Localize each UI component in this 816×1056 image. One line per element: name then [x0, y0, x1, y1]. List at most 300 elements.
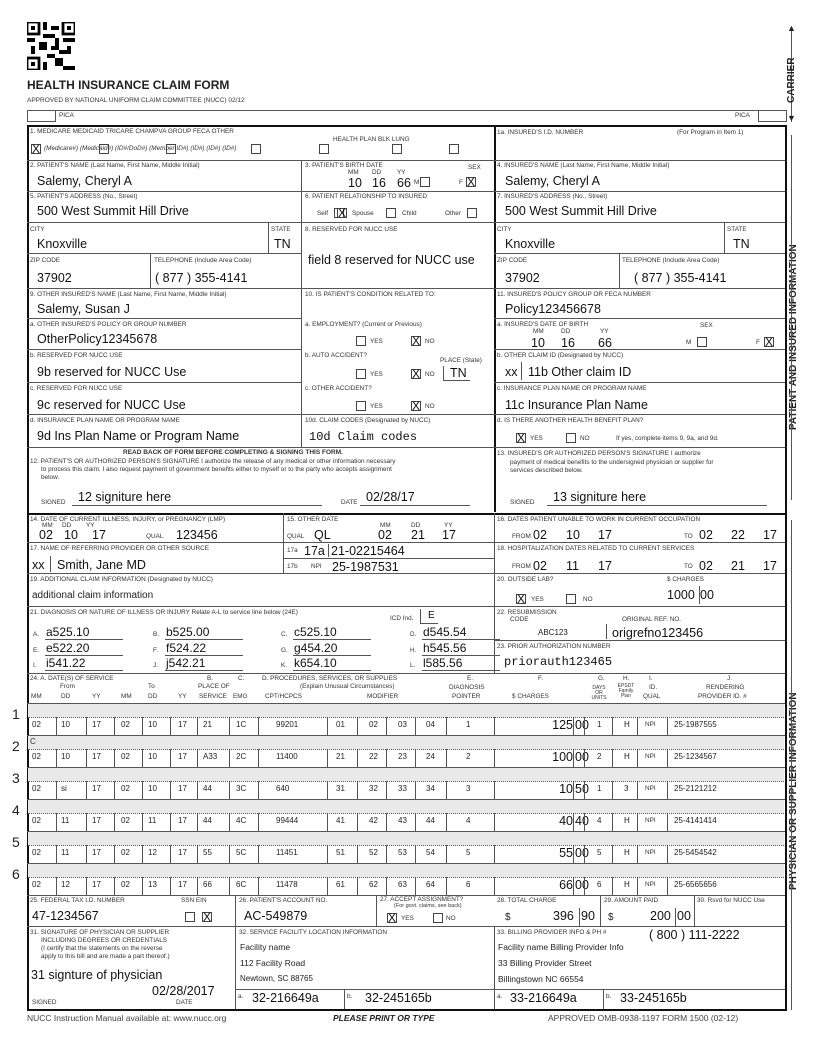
patient-sex-f-checkbox[interactable]: X	[467, 175, 476, 189]
box10d-value[interactable]: 10d Claim codes	[309, 430, 418, 444]
service-emg[interactable]: 1C	[236, 720, 247, 729]
diagnosis-underline	[45, 670, 123, 671]
service-charge-dollars[interactable]: 40	[559, 814, 573, 828]
service-h[interactable]: 3	[624, 784, 629, 793]
service-fmm[interactable]: 02	[32, 720, 41, 729]
arrow-down-icon: ▼	[787, 113, 796, 123]
box13-label2: payment of medical benefits to the undersigned physician or supplier for	[510, 459, 714, 466]
patient-phone-value[interactable]: ( 877 ) 355-4141	[155, 271, 248, 285]
rel-child-checkbox[interactable]	[386, 208, 396, 218]
service-fdd[interactable]: 12	[61, 880, 70, 889]
box33b-label: b.	[606, 993, 612, 1000]
service-col-divider	[56, 749, 57, 767]
service-pos[interactable]: 21	[203, 720, 212, 729]
diagnosis-letter: I.	[33, 662, 37, 669]
service-cents-divider	[573, 781, 574, 799]
insured-dob-dd[interactable]: 16	[561, 336, 575, 350]
service-prov[interactable]: 25-4141414	[674, 816, 717, 825]
box18-from-dd[interactable]: 11	[566, 559, 579, 573]
service-m1[interactable]: 01	[336, 720, 345, 729]
service-pos[interactable]: 55	[203, 848, 212, 857]
box15-qual-value[interactable]: QL	[314, 528, 331, 542]
service-tyy[interactable]: 17	[178, 784, 187, 793]
box17-qual[interactable]: xx	[32, 558, 45, 572]
service-h[interactable]: H	[624, 752, 630, 761]
outside-lab-dollars[interactable]: 1000	[667, 588, 695, 602]
tricare-checkbox[interactable]	[166, 144, 176, 154]
box15-dd[interactable]: 21	[411, 528, 425, 542]
box17a-value[interactable]: 21-02215464	[331, 544, 405, 558]
facility-street[interactable]: 112 Facility Road	[240, 958, 306, 968]
patient-signature-date[interactable]: 02/28/17	[366, 490, 415, 504]
box33a-value[interactable]: 33-216649a	[510, 991, 577, 1005]
service-units[interactable]: 2	[597, 752, 602, 761]
billing-name[interactable]: Facility name Billing Provider Info	[498, 942, 624, 952]
service-pos[interactable]: 66	[203, 880, 212, 889]
box16-from-mm[interactable]: 02	[533, 528, 547, 542]
insured-phone-value[interactable]: ( 877 ) 355-4141	[634, 271, 727, 285]
rel-other-checkbox[interactable]	[467, 208, 477, 218]
service-charge-dollars[interactable]: 125	[552, 718, 573, 732]
service-tmm[interactable]: 02	[121, 816, 130, 825]
service-col-divider	[86, 717, 87, 735]
service-fmm[interactable]: 02	[32, 784, 41, 793]
service-charge-cents[interactable]: 40	[575, 814, 589, 828]
box11c-value[interactable]: 11c Insurance Plan Name	[505, 398, 648, 412]
feca-checkbox[interactable]	[392, 144, 402, 154]
service-col-divider	[357, 845, 358, 863]
service-col-divider	[357, 717, 358, 735]
service-ptr[interactable]: 3	[466, 784, 471, 793]
service-fmm[interactable]: 02	[32, 880, 41, 889]
service-tdd[interactable]: 10	[148, 752, 157, 761]
box3-yy-hdr: YY	[397, 169, 406, 176]
service-ptr[interactable]: 4	[466, 816, 471, 825]
rel-spouse-mark[interactable]: X	[338, 206, 347, 220]
box14-yy[interactable]: 17	[92, 528, 106, 542]
other-acc-no-checkbox[interactable]: X	[412, 399, 421, 413]
service-m1[interactable]: 41	[336, 816, 345, 825]
service-fyy[interactable]: 17	[92, 848, 101, 857]
auto-state-value[interactable]: TN	[450, 366, 467, 380]
ssn-checkbox[interactable]	[185, 912, 195, 922]
insured-address-value[interactable]: 500 West Summit Hill Drive	[505, 204, 657, 218]
diagnosis-code[interactable]: e522.20	[46, 641, 90, 655]
box33b-value[interactable]: 33-245165b	[620, 991, 687, 1005]
billing-phone[interactable]: ( 800 ) 111-2222	[649, 928, 740, 942]
service-cpt[interactable]: 11478	[276, 880, 298, 889]
service-col-divider	[357, 781, 358, 799]
service-charge-dollars[interactable]: 66	[559, 878, 573, 892]
service-cpt[interactable]: 640	[276, 784, 290, 793]
auto-yes-checkbox[interactable]	[356, 369, 366, 379]
service-h[interactable]: H	[624, 720, 630, 729]
box31-l2: INCLUDING DEGREES OR CREDENTIALS	[41, 937, 168, 944]
service-m3[interactable]: 33	[398, 784, 407, 793]
resubmission-code[interactable]: ABC123	[538, 628, 568, 637]
service-m2[interactable]: 42	[369, 816, 378, 825]
insured-state-value[interactable]: TN	[733, 237, 750, 251]
box32a-value[interactable]: 32-216649a	[252, 991, 319, 1005]
service-col-divider	[612, 877, 613, 895]
box29-dollar: $	[608, 912, 614, 923]
champva-checkbox[interactable]	[251, 144, 261, 154]
service-fdd[interactable]: 10	[61, 720, 70, 729]
service-m4[interactable]: 64	[426, 880, 435, 889]
service-tdd[interactable]: 13	[148, 880, 157, 889]
service-tmm[interactable]: 02	[121, 784, 130, 793]
other-checkbox[interactable]	[449, 144, 459, 154]
service-col-divider	[86, 877, 87, 895]
service-tyy[interactable]: 17	[178, 816, 187, 825]
service-fmm[interactable]: 02	[32, 816, 41, 825]
service-m2[interactable]: 52	[369, 848, 378, 857]
box24-hdr-e: E.	[467, 675, 474, 682]
employment-yes-checkbox[interactable]	[356, 336, 366, 346]
diagnosis-code[interactable]: d545.54	[423, 625, 467, 639]
amount-paid-cents[interactable]: 00	[677, 909, 691, 923]
other-insured-name-value[interactable]: Salemy, Susan J	[37, 302, 130, 316]
box24-hdr-f: F.	[538, 675, 543, 682]
service-col-divider	[612, 717, 613, 735]
service-col-divider	[415, 845, 416, 863]
diagnosis-code[interactable]: b525.00	[166, 625, 210, 639]
medicare-checkbox[interactable]: X	[32, 142, 41, 156]
facility-city[interactable]: Newtown, SC 88765	[240, 974, 313, 983]
medicaid-checkbox[interactable]	[99, 144, 109, 154]
service-fyy[interactable]: 17	[92, 752, 101, 761]
patient-dob-mm[interactable]: 10	[348, 176, 362, 190]
service-col-divider	[637, 717, 638, 735]
box11b-value[interactable]: 11b Other claim ID	[528, 365, 632, 379]
outside-lab-no-checkbox[interactable]	[566, 594, 576, 604]
amount-paid-dollars[interactable]: 200	[650, 909, 671, 923]
service-fdd[interactable]: 11	[61, 816, 70, 825]
accept-yes-checkbox[interactable]: X	[388, 911, 397, 925]
service-tyy[interactable]: 17	[178, 752, 187, 761]
outside-lab-cents[interactable]: 00	[700, 588, 714, 602]
service-fdd[interactable]: si	[61, 784, 67, 793]
service-prov[interactable]: 25-1234567	[674, 752, 717, 761]
patient-account-no[interactable]: AC-549879	[244, 909, 308, 923]
service-m2[interactable]: 02	[369, 720, 378, 729]
box19-value[interactable]: additional claim information	[32, 590, 154, 601]
service-emg[interactable]: 4C	[236, 816, 247, 825]
service-fyy[interactable]: 17	[92, 880, 101, 889]
service-prov[interactable]: 25-5454542	[674, 848, 717, 857]
service-tyy[interactable]: 17	[178, 720, 187, 729]
diagnosis-code[interactable]: a525.10	[46, 625, 90, 639]
box18-to-mm[interactable]: 02	[699, 559, 713, 573]
insured-sex-f-checkbox[interactable]: X	[765, 335, 774, 349]
service-charge-cents[interactable]: 00	[575, 878, 589, 892]
insured-sex-m-checkbox[interactable]	[697, 337, 707, 347]
ein-checkbox[interactable]: X	[203, 910, 212, 924]
service-tdd[interactable]: 11	[148, 816, 157, 825]
service-tyy[interactable]: 17	[178, 880, 187, 889]
service-tmm[interactable]: 02	[121, 720, 130, 729]
box18-from-yy[interactable]: 17	[598, 559, 612, 573]
box11a-mm-hdr: MM	[533, 328, 544, 335]
diagnosis-code[interactable]: c525.10	[294, 625, 337, 639]
service-col-divider	[584, 813, 585, 831]
service-m4[interactable]: 04	[426, 720, 435, 729]
service-h[interactable]: H	[624, 816, 630, 825]
box9b-value[interactable]: 9b reserved for NUCC Use	[37, 365, 187, 379]
box9c-value[interactable]: 9c reserved for NUCC Use	[37, 398, 186, 412]
service-prov[interactable]: 25-1987555	[674, 720, 717, 729]
group-checkbox[interactable]	[319, 144, 329, 154]
facility-name[interactable]: Facility name	[240, 942, 291, 952]
service-h[interactable]: H	[624, 880, 630, 889]
service-units[interactable]: 1	[597, 720, 602, 729]
federal-tax-id[interactable]: 47-1234567	[32, 909, 99, 923]
service-m2[interactable]: 62	[369, 880, 378, 889]
service-m4[interactable]: 44	[426, 816, 435, 825]
auto-no-checkbox[interactable]: X	[412, 367, 421, 381]
box24-hdr-place: PLACE OF	[198, 683, 230, 690]
diagnosis-code[interactable]: k654.10	[294, 656, 337, 670]
box6-other: Other	[445, 210, 461, 217]
service-cents-divider	[573, 717, 574, 735]
service-ptr[interactable]: 2	[466, 752, 471, 761]
box8-value[interactable]: field 8 reserved for NUCC use	[308, 253, 475, 267]
outside-lab-yes-checkbox[interactable]: X	[517, 592, 526, 606]
box18-to-yy[interactable]: 17	[763, 559, 777, 573]
box1a-note: (For Program in Item 1)	[677, 129, 744, 136]
service-m4[interactable]: 54	[426, 848, 435, 857]
insured-signature-value[interactable]: 13 signiture here	[553, 490, 647, 504]
box30-label: 30. Rsvd for NUCC Use	[697, 897, 765, 904]
diagnosis-code[interactable]: l585.56	[423, 656, 463, 670]
service-npi-label: NPI	[645, 817, 656, 824]
service-col-divider	[170, 845, 171, 863]
service-col-divider	[667, 845, 668, 863]
service-m3[interactable]: 43	[398, 816, 407, 825]
box18-to-dd[interactable]: 21	[731, 559, 745, 573]
box11a-m: M	[686, 339, 692, 346]
patient-dob-yy[interactable]: 66	[397, 176, 411, 190]
service-prov[interactable]: 25-2121212	[674, 784, 717, 793]
service-fdd[interactable]: 11	[61, 848, 70, 857]
service-m1[interactable]: 31	[336, 784, 345, 793]
service-m3[interactable]: 63	[398, 880, 407, 889]
diagnosis-code[interactable]: h545.56	[423, 641, 467, 655]
service-units[interactable]: 6	[597, 880, 602, 889]
box24-hdr-rend: RENDERING	[706, 684, 745, 691]
box12-label2: to process this claim. I also request payment of government benefits either to myself or to the party who accepts assignment	[41, 466, 392, 473]
referring-provider-value[interactable]: Smith, Jane MD	[57, 558, 146, 572]
patient-signature-value[interactable]: 12 signiture here	[78, 490, 172, 504]
box22-label: 22. RESUBMISSION	[497, 609, 557, 616]
service-fmm[interactable]: 02	[32, 752, 41, 761]
service-emg[interactable]: 2C	[236, 752, 247, 761]
service-m4[interactable]: 24	[426, 752, 435, 761]
other-acc-yes-checkbox[interactable]	[356, 401, 366, 411]
box11b-qual[interactable]: xx	[505, 365, 518, 379]
service-cpt[interactable]: 99201	[276, 720, 299, 729]
box5-state-label: STATE	[271, 226, 291, 233]
box16-to-dd[interactable]: 22	[731, 528, 745, 542]
box15-yy[interactable]: 17	[442, 528, 456, 542]
service-col-divider	[229, 845, 230, 863]
service-cpt[interactable]: 11400	[276, 752, 298, 761]
service-fyy[interactable]: 17	[92, 720, 101, 729]
service-ptr[interactable]: 5	[466, 848, 471, 857]
service-pos[interactable]: 44	[203, 816, 212, 825]
box17b-label: 17b	[287, 563, 298, 570]
insured-policy-value[interactable]: Policy123456678	[505, 302, 601, 316]
patient-city-value[interactable]: Knoxville	[37, 237, 88, 251]
box11a-label: a. INSURED'S DATE OF BIRTH	[497, 321, 589, 328]
service-charge-dollars[interactable]: 10	[559, 782, 573, 796]
service-ptr[interactable]: 6	[466, 880, 471, 889]
service-h[interactable]: H	[624, 848, 630, 857]
service-tmm[interactable]: 02	[121, 880, 130, 889]
box3-sex: SEX	[468, 164, 481, 171]
service-fyy[interactable]: 17	[92, 816, 101, 825]
service-m3[interactable]: 03	[398, 720, 407, 729]
prior-auth-value[interactable]: priorauth123465	[504, 655, 613, 669]
service-charge-cents[interactable]: 00	[575, 846, 589, 860]
employment-no-checkbox[interactable]: X	[412, 334, 421, 348]
box16-from-yy[interactable]: 17	[598, 528, 612, 542]
physician-signature[interactable]: 31 signture of physician	[31, 968, 163, 982]
service-col-divider	[386, 813, 387, 831]
service-tmm[interactable]: 02	[121, 848, 130, 857]
patient-dob-dd[interactable]: 16	[372, 176, 386, 190]
insured-zip-value[interactable]: 37902	[505, 271, 540, 285]
service-m2[interactable]: 32	[369, 784, 378, 793]
insured-dob-mm[interactable]: 10	[531, 336, 545, 350]
service-charge-cents[interactable]: 50	[575, 782, 589, 796]
patient-state-value[interactable]: TN	[274, 237, 291, 251]
box9c-label: c. RESERVED FOR NUCC USE	[30, 385, 123, 392]
service-m4[interactable]: 34	[426, 784, 435, 793]
box9d-value[interactable]: 9d Ins Plan Name or Program Name	[37, 429, 240, 443]
box24-hdr-emg: EMG	[233, 693, 248, 700]
service-ptr[interactable]: 1	[466, 720, 471, 729]
service-cpt[interactable]: 11451	[276, 848, 298, 857]
service-emg[interactable]: 3C	[236, 784, 247, 793]
service-col-divider	[56, 877, 57, 895]
service-charge-cents[interactable]: 00	[575, 718, 589, 732]
patient-name-value[interactable]: Salemy, Cheryl A	[37, 174, 132, 188]
service-units[interactable]: 5	[597, 848, 602, 857]
service-tmm[interactable]: 02	[121, 752, 130, 761]
insured-dob-yy[interactable]: 66	[598, 336, 612, 350]
service-cpt[interactable]: 99444	[276, 816, 299, 825]
total-charge-cents[interactable]: 90	[581, 909, 595, 923]
service-col-divider	[56, 845, 57, 863]
service-prov[interactable]: 25-6565656	[674, 880, 717, 889]
service-fyy[interactable]: 17	[92, 784, 101, 793]
total-charge-dollars[interactable]: 396	[553, 909, 574, 923]
box15-mm[interactable]: 02	[378, 528, 392, 542]
service-col-divider	[612, 813, 613, 831]
service-m1[interactable]: 61	[336, 880, 345, 889]
box32b-value[interactable]: 32-245165b	[365, 991, 432, 1005]
service-charge-dollars[interactable]: 100	[552, 750, 573, 764]
diagnosis-code[interactable]: f524.22	[166, 641, 207, 655]
supplemental-text[interactable]: C	[30, 737, 36, 746]
box16-from-dd[interactable]: 10	[566, 528, 580, 542]
service-pos[interactable]: A33	[203, 752, 218, 761]
service-tyy[interactable]: 17	[178, 848, 187, 857]
box10b-label: b. AUTO ACCIDENT?	[305, 352, 368, 359]
patient-address-value[interactable]: 500 West Summit Hill Drive	[37, 204, 189, 218]
patient-zip-value[interactable]: 37902	[37, 271, 72, 285]
service-npi-label: NPI	[645, 753, 656, 760]
section-divider	[27, 513, 785, 515]
other-plan-no-checkbox[interactable]	[566, 433, 576, 443]
box14-qual-value[interactable]: 123456	[176, 528, 218, 542]
accept-no-checkbox[interactable]	[433, 913, 443, 923]
box16-to-yy[interactable]: 17	[763, 528, 777, 542]
billing-street[interactable]: 33 Billing Provider Street	[498, 958, 592, 968]
diagnosis-letter: D.	[410, 631, 417, 638]
service-fmm[interactable]: 02	[32, 848, 41, 857]
box24-hdr-dd2: DD	[148, 693, 158, 700]
service-emg[interactable]: 5C	[236, 848, 247, 857]
service-m3[interactable]: 53	[398, 848, 407, 857]
service-tdd[interactable]: 12	[148, 848, 157, 857]
box18-from-mm[interactable]: 02	[533, 559, 547, 573]
footer-mid: PLEASE PRINT OR TYPE	[333, 1013, 435, 1023]
service-charge-dollars[interactable]: 55	[559, 846, 573, 860]
original-ref-value[interactable]: origrefno123456	[612, 626, 704, 640]
box17a-qual[interactable]: 17a	[304, 544, 325, 558]
physician-sign-date[interactable]: 02/28/2017	[152, 984, 215, 998]
row-line-p1	[27, 542, 785, 543]
other-policy-value[interactable]: OtherPolicy12345678	[37, 332, 158, 346]
box14-dd[interactable]: 10	[64, 528, 78, 542]
service-tdd[interactable]: 10	[148, 720, 157, 729]
service-m1[interactable]: 51	[336, 848, 345, 857]
service-emg[interactable]: 6C	[236, 880, 247, 889]
service-col-divider	[637, 813, 638, 831]
insured-city-value[interactable]: Knoxville	[505, 237, 556, 251]
box5-state-div	[268, 222, 269, 253]
service-col-divider	[327, 781, 328, 799]
diagnosis-code[interactable]: g454.20	[294, 641, 338, 655]
service-fdd[interactable]: 10	[61, 752, 70, 761]
service-charge-cents[interactable]: 00	[575, 750, 589, 764]
box6-child: Child	[402, 210, 417, 217]
box5-tel-div	[150, 253, 151, 288]
service-m1[interactable]: 21	[336, 752, 345, 761]
box21-icd-value[interactable]: E	[428, 610, 435, 621]
other-plan-yes-checkbox[interactable]: X	[517, 431, 526, 445]
box14-mm[interactable]: 02	[39, 528, 53, 542]
diagnosis-code[interactable]: j542.21	[166, 656, 206, 670]
service-units[interactable]: 4	[597, 816, 602, 825]
service-tdd[interactable]: 10	[148, 784, 157, 793]
diagnosis-code[interactable]: i541.22	[46, 656, 86, 670]
diagnosis-letter: F.	[153, 647, 158, 654]
service-m2[interactable]: 22	[369, 752, 378, 761]
box16-to-mm[interactable]: 02	[699, 528, 713, 542]
patient-sex-m-checkbox[interactable]	[420, 177, 430, 187]
service-pos[interactable]: 44	[203, 784, 212, 793]
insured-name-value[interactable]: Salemy, Cheryl A	[505, 174, 600, 188]
service-m3[interactable]: 23	[398, 752, 407, 761]
service-npi-label: NPI	[645, 881, 656, 888]
service-units[interactable]: 1	[597, 784, 602, 793]
box17b-value[interactable]: 25-1987531	[332, 560, 399, 574]
shaded-supplemental-row	[28, 736, 784, 749]
billing-city[interactable]: Billingstown NC 66554	[498, 974, 584, 984]
